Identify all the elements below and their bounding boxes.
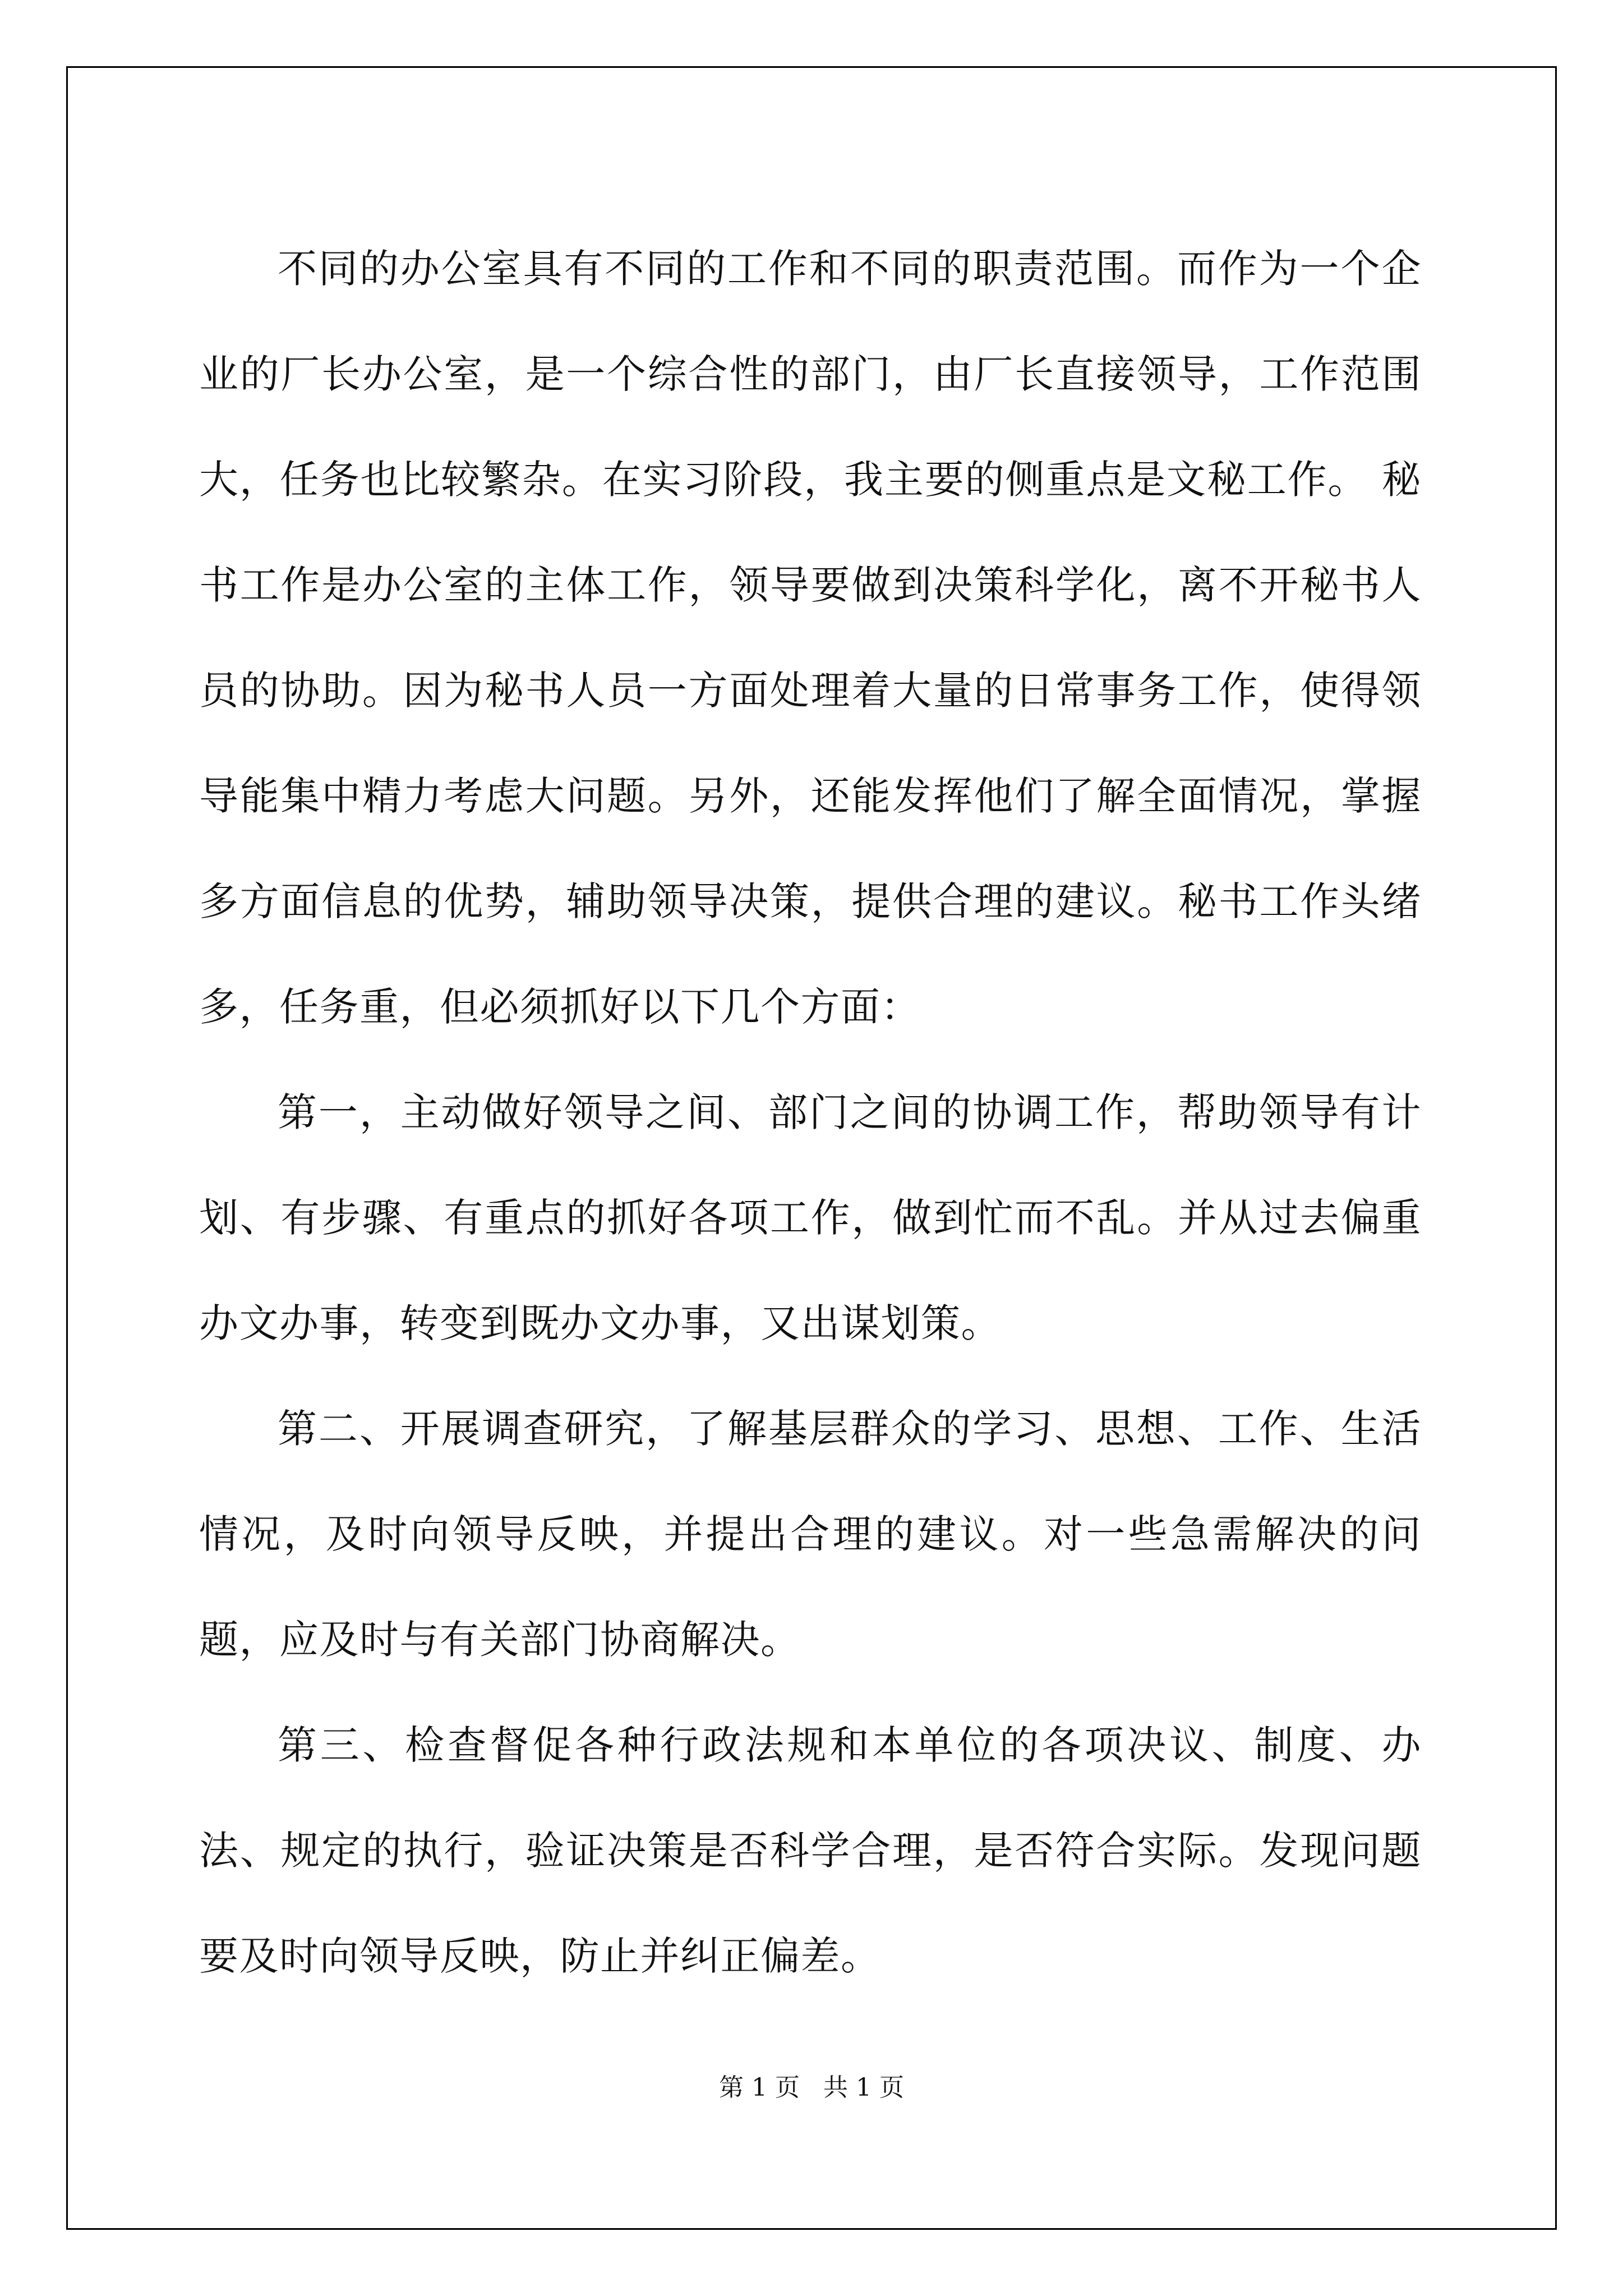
paragraph-intro: 不同的办公室具有不同的工作和不同的职责范围。而作为一个企业的厂长办公室，是一个综合性的部门，由厂长直接领导，工作范围大，任务也比较繁杂。在实习阶段，我主要的侧重点是文秘工作。 秘书工作是办公室的主体工作，领导要做到决策科学化，离不开秘书人员的协助。因为秘书人员一方面处理着大量的日常事务工作，使得领导能集中精力考虑大问题。另外，还能发挥他们了解全面情况，掌握多方面信息的优势，辅助领导决策，提供合理的建议。秘书工作头绪多，任务重，但必须抓好以下几个方面： [199, 246, 1422, 1030]
paragraph-first: 第一，主动做好领导之间、部门之间的协调工作，帮助领导有计划、有步骤、有重点的抓好各项工作，做到忙而不乱。并从过去偏重办文办事，转变到既办文办事，又出谋划策。 [199, 1089, 1422, 1346]
page-number-footer: 第 1 页 共 1 页 [719, 2073, 904, 2102]
paragraph-second: 第二、开展调查研究，了解基层群众的学习、思想、工作、生活情况，及时向领导反映，并提出合理的建议。对一些急需解决的问题，应及时与有关部门协商解决。 [199, 1406, 1422, 1663]
paragraph-third: 第三、检查督促各种行政法规和本单位的各项决议、制度、办法、规定的执行，验证决策是否科学合理，是否符合实际。发现问题要及时向领导反映，防止并纠正偏差。 [199, 1722, 1422, 1979]
document-body [199, 216, 1422, 2009]
